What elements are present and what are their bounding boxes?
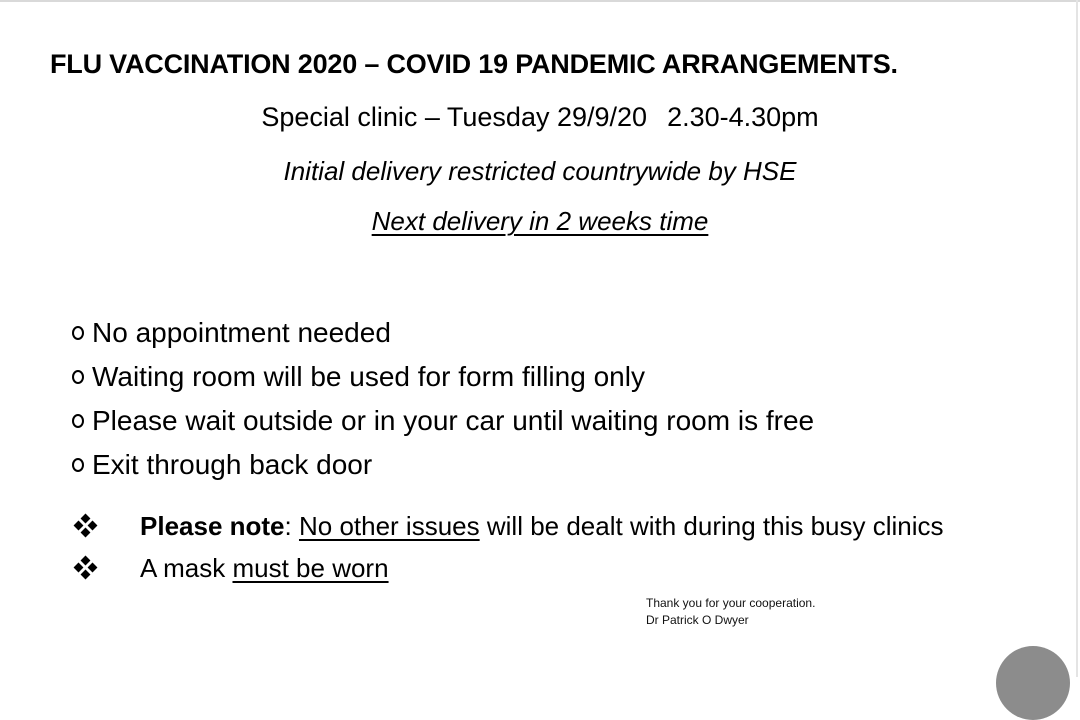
note-item — [75, 505, 944, 547]
circle-bullet-icon — [72, 458, 84, 472]
circle-bullet-icon — [72, 370, 84, 384]
notes-list — [75, 505, 944, 589]
list-item — [72, 355, 814, 399]
mask-note-underlined: must be worn — [232, 552, 389, 583]
delivery-note: Initial delivery restricted countrywide by HSE — [283, 156, 797, 186]
circle-bullet-icon — [72, 326, 84, 340]
notice-title: FLU VACCINATION 2020 – COVID 19 PANDEMIC ARRANGEMENTS. — [50, 49, 898, 79]
thanks-line: Thank you for your cooperation. — [646, 596, 816, 610]
doctor-name: Dr Patrick O Dwyer — [646, 613, 749, 627]
list-item-text: Exit through back door — [92, 449, 373, 480]
note-item — [75, 547, 944, 589]
next-delivery-wrap — [0, 206, 1080, 237]
list-item — [72, 311, 814, 355]
list-item — [72, 399, 814, 443]
list-item-text: Please wait outside or in your car until waiting room is free — [92, 405, 815, 436]
clinic-time: 2.30-4.30pm — [667, 102, 819, 132]
list-item-text: No appointment needed — [92, 317, 391, 348]
four-diamond-icon — [75, 557, 97, 579]
clinic-line — [0, 102, 1080, 133]
signoff — [646, 595, 815, 629]
clinic-label: Special clinic – Tuesday 29/9/20 — [261, 102, 648, 132]
floating-action-circle[interactable] — [996, 646, 1070, 720]
next-delivery-note: Next delivery in 2 weeks time — [371, 206, 709, 236]
page-top-edge — [0, 0, 1080, 2]
note-colon: : — [284, 510, 292, 541]
note-bold-label: Please note — [140, 510, 285, 541]
list-item — [72, 443, 814, 487]
circle-bullet-icon — [72, 414, 84, 428]
note-underlined-text: No other issues — [298, 510, 480, 541]
list-item-text: Waiting room will be used for form filling only — [92, 361, 645, 392]
arrangements-list — [72, 311, 814, 487]
mask-note-lead: A mask — [140, 552, 226, 583]
note-rest-text: will be dealt with during this busy clinics — [486, 510, 944, 541]
four-diamond-icon — [75, 515, 97, 537]
